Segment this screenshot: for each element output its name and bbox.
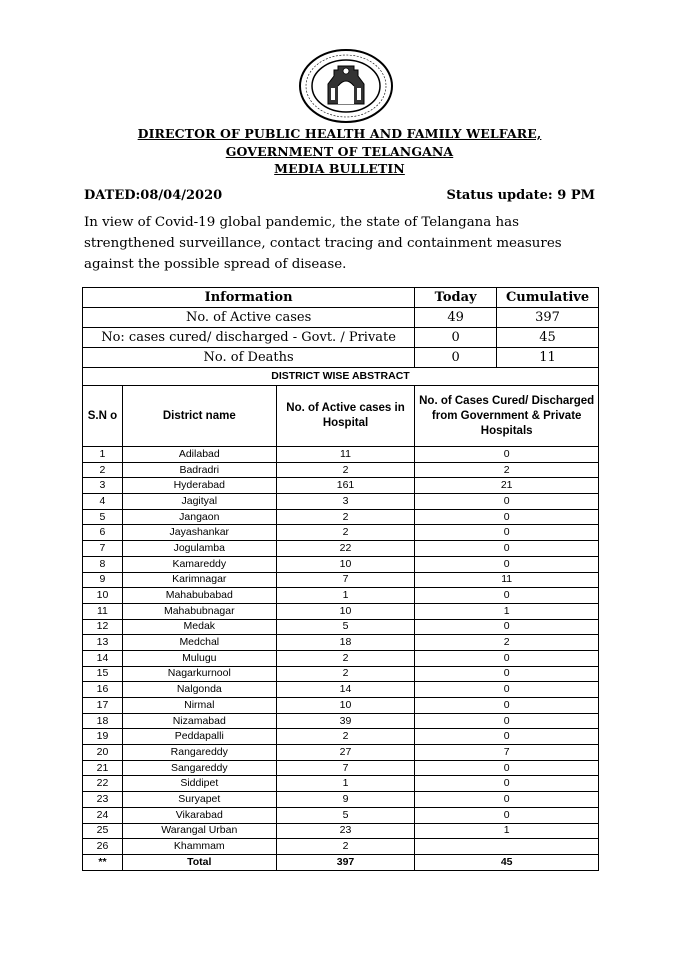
cured-discharged: 0 bbox=[415, 619, 599, 635]
summary-row bbox=[83, 348, 599, 368]
active-cases: 2 bbox=[276, 462, 415, 478]
district-table-title: DISTRICT WISE ABSTRACT bbox=[83, 368, 599, 386]
active-cases: 27 bbox=[276, 745, 415, 761]
table-row bbox=[83, 807, 599, 823]
table-row bbox=[83, 462, 599, 478]
active-cases: 2 bbox=[276, 839, 415, 855]
cured-discharged: 1 bbox=[415, 823, 599, 839]
district-name: Medak bbox=[122, 619, 276, 635]
cured-discharged: 0 bbox=[415, 447, 599, 463]
district-name: Mahabubnagar bbox=[122, 603, 276, 619]
table-row bbox=[83, 666, 599, 682]
cured-discharged: 0 bbox=[415, 525, 599, 541]
district-name: Rangareddy bbox=[122, 745, 276, 761]
table-row bbox=[83, 541, 599, 557]
summary-row bbox=[83, 308, 599, 328]
cured-discharged: 0 bbox=[415, 556, 599, 572]
cured-discharged: 0 bbox=[415, 807, 599, 823]
active-cases: 7 bbox=[276, 760, 415, 776]
serial-no: 21 bbox=[83, 760, 123, 776]
serial-no: 19 bbox=[83, 729, 123, 745]
government-of-telangana-seal-icon bbox=[298, 48, 394, 124]
table-row bbox=[83, 509, 599, 525]
table-row bbox=[83, 556, 599, 572]
serial-no: 15 bbox=[83, 666, 123, 682]
active-cases: 2 bbox=[276, 666, 415, 682]
summary-today: 49 bbox=[415, 308, 497, 328]
serial-no: 12 bbox=[83, 619, 123, 635]
table-row bbox=[83, 588, 599, 604]
serial-no: 8 bbox=[83, 556, 123, 572]
table-row bbox=[83, 603, 599, 619]
cured-discharged: 0 bbox=[415, 494, 599, 510]
serial-no: 18 bbox=[83, 713, 123, 729]
active-cases: 10 bbox=[276, 556, 415, 572]
table-row bbox=[83, 572, 599, 588]
district-name: Mulugu bbox=[122, 650, 276, 666]
table-row bbox=[83, 494, 599, 510]
header-serial-no: S.N o bbox=[83, 386, 123, 447]
district-name: Jangaon bbox=[122, 509, 276, 525]
district-name: Peddapalli bbox=[122, 729, 276, 745]
table-row bbox=[83, 635, 599, 651]
cured-discharged: 0 bbox=[415, 588, 599, 604]
cured-discharged bbox=[415, 839, 599, 855]
district-name: Jogulamba bbox=[122, 541, 276, 557]
intro-paragraph: In view of Covid-19 global pandemic, the state of Telangana has strengthened surveillance, contact tracing and containment measures against the possible spread of disease. bbox=[84, 215, 562, 272]
district-name: Warangal Urban bbox=[122, 823, 276, 839]
total-serial: ** bbox=[83, 854, 123, 870]
cured-discharged: 0 bbox=[415, 650, 599, 666]
summary-label: No: cases cured/ discharged - Govt. / Private bbox=[83, 328, 415, 348]
cured-discharged: 0 bbox=[415, 792, 599, 808]
serial-no: 6 bbox=[83, 525, 123, 541]
active-cases: 1 bbox=[276, 776, 415, 792]
total-cured: 45 bbox=[415, 854, 599, 870]
table-row bbox=[83, 792, 599, 808]
district-name: Nalgonda bbox=[122, 682, 276, 698]
summary-header-row bbox=[83, 288, 599, 308]
cured-discharged: 0 bbox=[415, 713, 599, 729]
serial-no: 2 bbox=[83, 462, 123, 478]
district-table-title-row bbox=[83, 368, 599, 386]
district-name: Karimnagar bbox=[122, 572, 276, 588]
active-cases: 2 bbox=[276, 525, 415, 541]
serial-no: 26 bbox=[83, 839, 123, 855]
table-row bbox=[83, 776, 599, 792]
cured-discharged: 0 bbox=[415, 776, 599, 792]
serial-no: 23 bbox=[83, 792, 123, 808]
cured-discharged: 0 bbox=[415, 666, 599, 682]
serial-no: 25 bbox=[83, 823, 123, 839]
table-row bbox=[83, 823, 599, 839]
active-cases: 161 bbox=[276, 478, 415, 494]
government-title: GOVERNMENT OF TELANGANA bbox=[225, 144, 454, 159]
bulletin-date: DATED:08/04/2020 bbox=[84, 188, 223, 203]
total-label: Total bbox=[122, 854, 276, 870]
table-row bbox=[83, 745, 599, 761]
summary-today: 0 bbox=[415, 328, 497, 348]
active-cases: 23 bbox=[276, 823, 415, 839]
district-name: Siddipet bbox=[122, 776, 276, 792]
serial-no: 13 bbox=[83, 635, 123, 651]
district-name: Jayashankar bbox=[122, 525, 276, 541]
table-row bbox=[83, 619, 599, 635]
serial-no: 1 bbox=[83, 447, 123, 463]
active-cases: 2 bbox=[276, 650, 415, 666]
table-row bbox=[83, 525, 599, 541]
district-name: Khammam bbox=[122, 839, 276, 855]
active-cases: 10 bbox=[276, 603, 415, 619]
header-cured-discharged: No. of Cases Cured/ Discharged from Government & Private Hospitals bbox=[415, 386, 599, 447]
serial-no: 3 bbox=[83, 478, 123, 494]
active-cases: 9 bbox=[276, 792, 415, 808]
district-name: Sangareddy bbox=[122, 760, 276, 776]
header-district-name: District name bbox=[122, 386, 276, 447]
header-information: Information bbox=[83, 288, 415, 308]
active-cases: 10 bbox=[276, 698, 415, 714]
serial-no: 4 bbox=[83, 494, 123, 510]
district-name: Adilabad bbox=[122, 447, 276, 463]
cured-discharged: 2 bbox=[415, 462, 599, 478]
summary-table bbox=[82, 287, 599, 368]
district-name: Hyderabad bbox=[122, 478, 276, 494]
district-name: Badradri bbox=[122, 462, 276, 478]
summary-today: 0 bbox=[415, 348, 497, 368]
district-name: Vikarabad bbox=[122, 807, 276, 823]
cured-discharged: 0 bbox=[415, 509, 599, 525]
active-cases: 2 bbox=[276, 729, 415, 745]
district-header-row bbox=[83, 386, 599, 447]
cured-discharged: 21 bbox=[415, 478, 599, 494]
active-cases: 14 bbox=[276, 682, 415, 698]
serial-no: 7 bbox=[83, 541, 123, 557]
active-cases: 2 bbox=[276, 509, 415, 525]
active-cases: 18 bbox=[276, 635, 415, 651]
table-row bbox=[83, 713, 599, 729]
cured-discharged: 0 bbox=[415, 541, 599, 557]
district-name: Nizamabad bbox=[122, 713, 276, 729]
cured-discharged: 0 bbox=[415, 760, 599, 776]
table-row bbox=[83, 729, 599, 745]
summary-cumulative: 45 bbox=[497, 328, 599, 348]
serial-no: 24 bbox=[83, 807, 123, 823]
serial-no: 14 bbox=[83, 650, 123, 666]
header-active-cases: No. of Active cases in Hospital bbox=[276, 386, 415, 447]
active-cases: 5 bbox=[276, 807, 415, 823]
cured-discharged: 0 bbox=[415, 698, 599, 714]
table-row bbox=[83, 478, 599, 494]
district-name: Nirmal bbox=[122, 698, 276, 714]
total-row bbox=[83, 854, 599, 870]
serial-no: 5 bbox=[83, 509, 123, 525]
status-update-time: Status update: 9 PM bbox=[446, 188, 595, 203]
cured-discharged: 11 bbox=[415, 572, 599, 588]
bulletin-title: MEDIA BULLETIN bbox=[274, 161, 405, 176]
district-name: Medchal bbox=[122, 635, 276, 651]
district-name: Suryapet bbox=[122, 792, 276, 808]
district-name: Nagarkurnool bbox=[122, 666, 276, 682]
table-row bbox=[83, 760, 599, 776]
summary-label: No. of Deaths bbox=[83, 348, 415, 368]
table-row bbox=[83, 650, 599, 666]
active-cases: 5 bbox=[276, 619, 415, 635]
active-cases: 3 bbox=[276, 494, 415, 510]
district-name: Kamareddy bbox=[122, 556, 276, 572]
serial-no: 16 bbox=[83, 682, 123, 698]
total-active: 397 bbox=[276, 854, 415, 870]
table-row bbox=[83, 682, 599, 698]
header-cumulative: Cumulative bbox=[497, 288, 599, 308]
cured-discharged: 7 bbox=[415, 745, 599, 761]
header-today: Today bbox=[415, 288, 497, 308]
active-cases: 22 bbox=[276, 541, 415, 557]
table-row bbox=[83, 698, 599, 714]
table-row bbox=[83, 447, 599, 463]
active-cases: 39 bbox=[276, 713, 415, 729]
serial-no: 9 bbox=[83, 572, 123, 588]
serial-no: 11 bbox=[83, 603, 123, 619]
summary-label: No. of Active cases bbox=[83, 308, 415, 328]
cured-discharged: 2 bbox=[415, 635, 599, 651]
district-wise-table bbox=[82, 367, 599, 871]
district-name: Jagityal bbox=[122, 494, 276, 510]
summary-cumulative: 397 bbox=[497, 308, 599, 328]
serial-no: 10 bbox=[83, 588, 123, 604]
district-name: Mahabubabad bbox=[122, 588, 276, 604]
table-row bbox=[83, 839, 599, 855]
serial-no: 22 bbox=[83, 776, 123, 792]
serial-no: 17 bbox=[83, 698, 123, 714]
cured-discharged: 0 bbox=[415, 682, 599, 698]
cured-discharged: 0 bbox=[415, 729, 599, 745]
active-cases: 1 bbox=[276, 588, 415, 604]
active-cases: 7 bbox=[276, 572, 415, 588]
summary-row bbox=[83, 328, 599, 348]
department-title: DIRECTOR OF PUBLIC HEALTH AND FAMILY WELFARE, bbox=[137, 126, 542, 141]
cured-discharged: 1 bbox=[415, 603, 599, 619]
summary-cumulative: 11 bbox=[497, 348, 599, 368]
serial-no: 20 bbox=[83, 745, 123, 761]
active-cases: 11 bbox=[276, 447, 415, 463]
